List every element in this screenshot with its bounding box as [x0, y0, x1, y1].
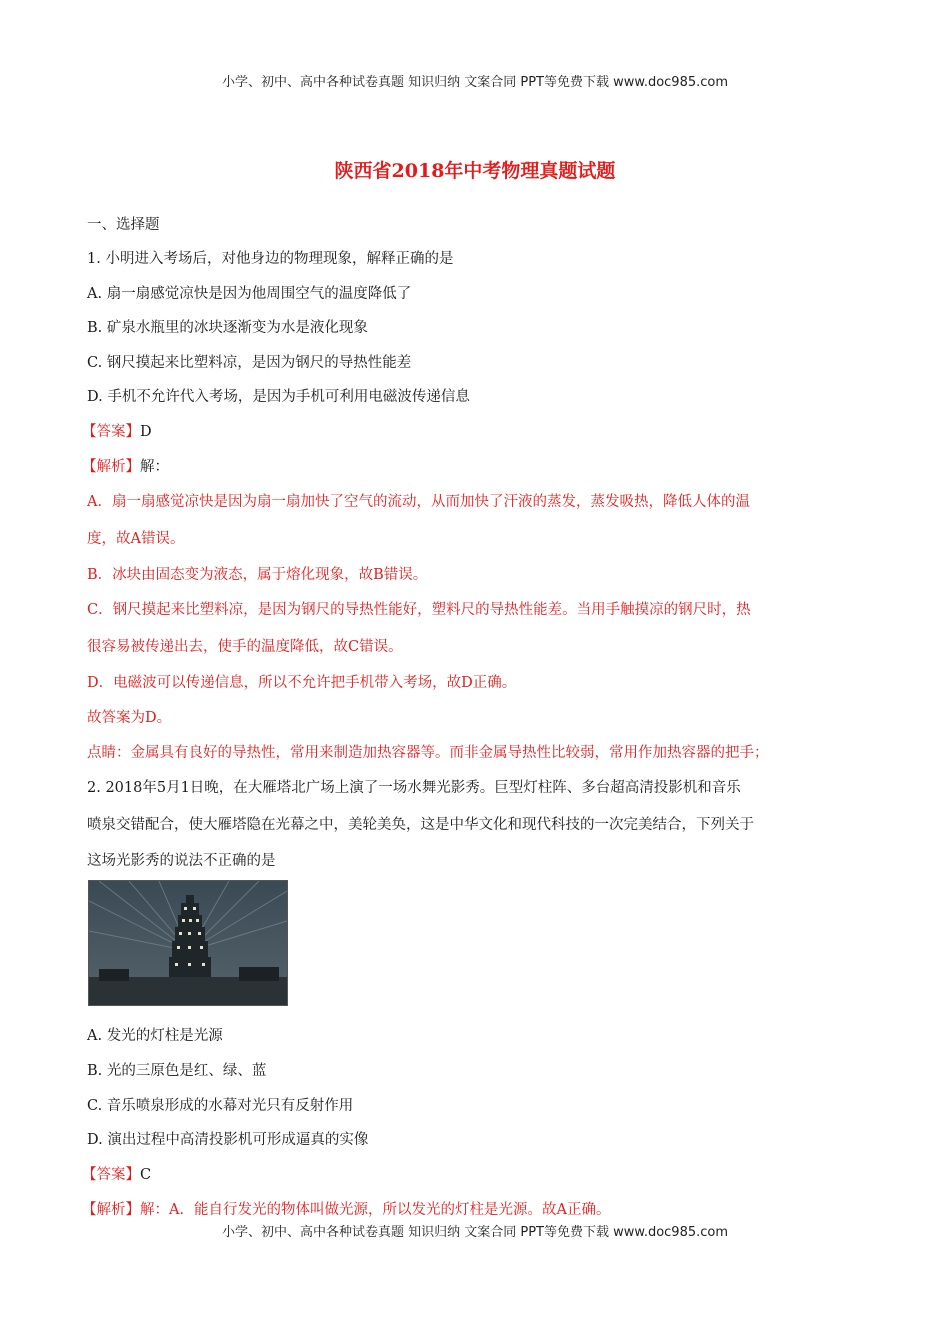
answer-value: D — [140, 424, 152, 440]
analysis-label: 【解析】 — [82, 459, 140, 475]
analysis-line: C．钢尺摸起来比塑料凉，是因为钢尺的导热性能好，塑料尺的导热性能差。当用手触摸凉的钢尺时，热 — [87, 602, 751, 618]
pagoda-light-show-photo — [88, 880, 288, 1006]
question-1-option-c: C. 钢尺摸起来比塑料凉，是因为钢尺的导热性能差 — [87, 355, 412, 371]
question-2-stem-line: 喷泉交错配合，使大雁塔隐在光幕之中，美轮美奂，这是中华文化和现代科技的一次完美结合，下列关于 — [87, 817, 754, 833]
question-1-conclusion: 故答案为D。 — [87, 710, 172, 726]
question-1-answer — [82, 420, 152, 441]
answer-label: 【答案】 — [82, 424, 140, 440]
analysis-label: 【解析】 — [82, 1202, 140, 1218]
analysis-text: 解：A．能自行发光的物体叫做光源，所以发光的灯柱是光源。故A正确。 — [140, 1202, 611, 1218]
question-2-answer — [82, 1163, 151, 1184]
question-2-analysis — [82, 1198, 610, 1219]
page-title: 陕西省2018年中考物理真题试题 — [334, 160, 616, 182]
answer-label: 【答案】 — [82, 1167, 140, 1183]
analysis-line: 很容易被传递出去，使手的温度降低，故C错误。 — [87, 639, 403, 655]
question-1-option-d: D. 手机不允许代入考场，是因为手机可利用电磁波传递信息 — [87, 389, 470, 405]
question-2-option-d: D. 演出过程中高清投影机可形成逼真的实像 — [87, 1132, 369, 1148]
question-2-option-a: A. 发光的灯柱是光源 — [87, 1028, 223, 1044]
question-2-stem-line: 这场光影秀的说法不正确的是 — [87, 853, 276, 869]
question-1-analysis-head — [82, 455, 169, 476]
question-2-option-c: C. 音乐喷泉形成的水幕对光只有反射作用 — [87, 1098, 354, 1114]
question-1-tip: 点睛：金属具有良好的导热性，常用来制造加热容器等。而非金属导热性比较弱，常用作加热容器的把手； — [87, 745, 769, 761]
analysis-line: A．扇一扇感觉凉快是因为扇一扇加快了空气的流动，从而加快了汗液的蒸发，蒸发吸热，降低人体的温 — [87, 494, 750, 510]
section-heading: 一、选择题 — [87, 217, 160, 233]
analysis-line: D．电磁波可以传递信息，所以不允许把手机带入考场，故D正确。 — [87, 675, 517, 691]
analysis-intro: 解： — [140, 459, 169, 475]
pagoda-illustration — [89, 881, 287, 1005]
question-2-option-b: B. 光的三原色是红、绿、蓝 — [87, 1063, 267, 1079]
question-1-option-a: A. 扇一扇感觉凉快是因为他周围空气的温度降低了 — [87, 286, 412, 302]
analysis-line: B．冰块由固态变为液态，属于熔化现象，故B错误。 — [87, 567, 428, 583]
question-2-stem-line: 2. 2018年5月1日晚，在大雁塔北广场上演了一场水舞光影秀。巨型灯柱阵、多台超高清投影机和音乐 — [87, 780, 741, 796]
answer-value: C — [140, 1167, 152, 1183]
page-footer: 小学、初中、高中各种试卷真题 知识归纳 文案合同 PPT等免费下载 www.doc985.com — [221, 1225, 729, 1240]
question-1-option-b: B. 矿泉水瓶里的冰块逐渐变为水是液化现象 — [87, 320, 368, 336]
page-header: 小学、初中、高中各种试卷真题 知识归纳 文案合同 PPT等免费下载 www.doc985.com — [221, 75, 729, 90]
analysis-line: 度，故A错误。 — [87, 531, 185, 547]
question-1-stem: 1. 小明进入考场后，对他身边的物理现象，解释正确的是 — [87, 251, 454, 267]
